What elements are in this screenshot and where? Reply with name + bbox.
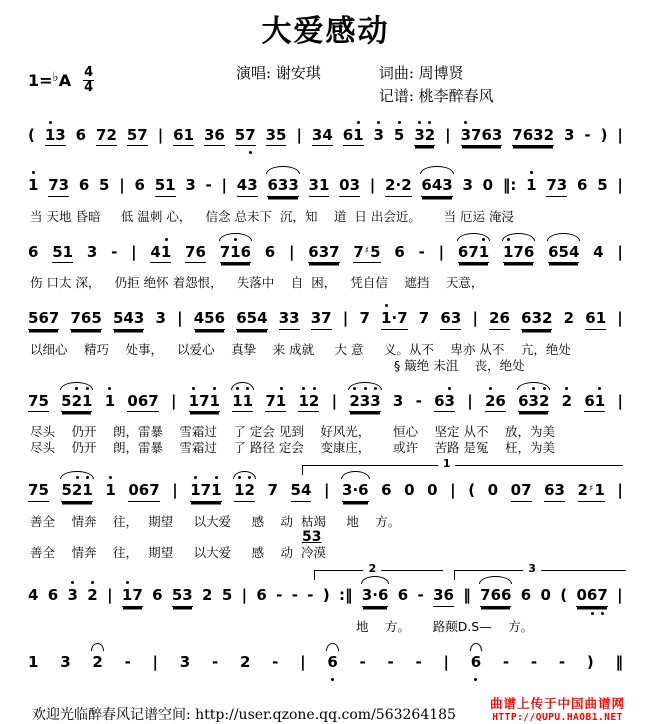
note-token: 57 bbox=[235, 127, 256, 147]
octave-dot-below bbox=[249, 151, 252, 154]
note-token: 6 bbox=[256, 586, 267, 605]
note-token: 2♯1 bbox=[578, 482, 605, 502]
note-token: 71 6 bbox=[220, 244, 251, 264]
note-token: 6 bbox=[152, 586, 163, 605]
music-system bbox=[26, 230, 625, 292]
note-token: 31 bbox=[309, 177, 330, 197]
note-token: - bbox=[387, 652, 394, 671]
music-system bbox=[26, 163, 625, 225]
note-token: 2 bbox=[562, 393, 572, 412]
note-token: - bbox=[417, 586, 424, 605]
note-token: 2 bbox=[202, 586, 213, 605]
ossia-fragment: 53 bbox=[302, 529, 322, 546]
octave-dot-above bbox=[49, 121, 52, 124]
note-token: - bbox=[211, 652, 219, 671]
note-token: 1 bbox=[105, 393, 115, 412]
note-token: 53 bbox=[172, 587, 193, 607]
note-token: 067 bbox=[127, 393, 158, 413]
music-system bbox=[26, 562, 625, 635]
barline: | bbox=[617, 242, 623, 261]
credit-writer: 词曲: 周博贤 bbox=[378, 64, 464, 82]
note-token: 1 76 bbox=[503, 244, 534, 264]
octave-dot-above bbox=[215, 476, 218, 479]
octave-dot-above bbox=[565, 387, 568, 390]
octave-dot-above bbox=[108, 387, 111, 390]
octave-dot-above bbox=[280, 387, 283, 390]
note-token: 3 bbox=[68, 587, 78, 606]
lyrics-line: 善全 情奔 往， 期望 以大爱 感 动 冷漠 bbox=[30, 545, 326, 561]
note-token: 567 bbox=[28, 310, 59, 330]
note-token: 4 bbox=[593, 242, 604, 261]
note-token: 61 bbox=[585, 310, 606, 330]
octave-dot-above bbox=[234, 238, 237, 241]
octave-dot-above bbox=[302, 387, 305, 390]
barline: | bbox=[152, 652, 159, 671]
lyrics-line: 地 方。 路颠D.S— 方。 bbox=[356, 618, 534, 634]
note-token: 1 bbox=[28, 177, 38, 196]
note-token: 6 bbox=[264, 242, 276, 261]
octave-dot-above bbox=[364, 387, 367, 390]
octave-dot-above bbox=[482, 238, 485, 241]
note-token: 6 bbox=[327, 654, 337, 673]
note-token: 6 bbox=[78, 176, 90, 194]
note-token: 41 bbox=[150, 244, 171, 264]
note-token: 0 bbox=[487, 481, 499, 500]
barline: ) bbox=[322, 586, 330, 605]
note-token: 75 bbox=[28, 393, 49, 413]
octave-dot-above bbox=[236, 387, 239, 390]
note-token: - bbox=[272, 652, 279, 671]
note-token: 637 bbox=[308, 244, 339, 264]
octave-dot-above bbox=[530, 171, 533, 174]
note-token: 63 bbox=[440, 310, 461, 330]
octave-dot-above bbox=[86, 476, 89, 479]
note-token: 36 bbox=[433, 587, 454, 607]
octave-dot-above bbox=[213, 387, 216, 390]
lyrics-line: 善全 情奔 往， 期望 以大爱 感 动 枯竭 地 方。 bbox=[30, 514, 401, 530]
barline: | bbox=[170, 391, 177, 410]
note-token: 61 bbox=[584, 393, 605, 413]
music-system bbox=[26, 113, 625, 159]
barline: :‖ bbox=[339, 586, 353, 605]
note-token: 06 7 bbox=[576, 587, 607, 607]
octave-dot-above bbox=[507, 238, 510, 241]
octave-dot-above bbox=[126, 581, 129, 584]
note-token: 33 bbox=[279, 310, 300, 330]
lyrics-line: 伤 口太 深， 仍拒 绝怀 着怨恨， 失落中 自 困， 凭自信 遮挡 天意， bbox=[30, 275, 484, 291]
note-token: 632 bbox=[521, 310, 552, 330]
barline: | bbox=[342, 309, 349, 328]
octave-dot-above bbox=[75, 387, 78, 390]
octave-dot-above bbox=[248, 476, 251, 479]
notation-line bbox=[26, 296, 625, 342]
octave-dot-above bbox=[165, 238, 168, 241]
lyrics-line: 尽头 仍开 朗，雷暴 雪霜过 了 定会 见到 好风光， 恒心 坚定 从不 放，为美 bbox=[30, 424, 555, 440]
barline: | bbox=[443, 652, 449, 671]
octave-dot-above bbox=[353, 387, 356, 390]
note-token: 76 bbox=[185, 244, 206, 264]
barline: | bbox=[221, 176, 228, 194]
note-token: 52 1 bbox=[61, 393, 92, 413]
sheet-music-page bbox=[0, 6, 651, 723]
note-token: 3 bbox=[179, 652, 191, 671]
barline: | bbox=[472, 309, 478, 328]
note-token: 3·6 bbox=[342, 482, 369, 502]
octave-dot-above bbox=[598, 387, 601, 390]
note-token: 7 bbox=[267, 481, 278, 500]
time-bottom: 4 bbox=[84, 79, 94, 95]
note-token: 5 bbox=[99, 176, 110, 194]
barline: | bbox=[289, 242, 295, 261]
note-token: 2 bbox=[563, 309, 575, 328]
music-system bbox=[26, 379, 625, 457]
note-token: - bbox=[418, 242, 425, 261]
note-token: - bbox=[276, 586, 283, 605]
barline: ( bbox=[28, 125, 35, 144]
time-top: 4 bbox=[84, 65, 94, 80]
octave-dot-above bbox=[428, 121, 431, 124]
note-token: 52 1 bbox=[61, 482, 92, 502]
note-token: 1 71 bbox=[189, 393, 220, 413]
note-token: - bbox=[359, 652, 366, 671]
watermark-line1: 曲谱上传于中国曲谱网 bbox=[489, 696, 625, 712]
note-token: 4 bbox=[28, 586, 39, 605]
octave-dot-above bbox=[532, 387, 535, 390]
note-token: 3 bbox=[563, 125, 575, 144]
barline: | bbox=[617, 586, 623, 605]
notation-line bbox=[26, 379, 625, 425]
barline: ‖ bbox=[615, 652, 623, 671]
barline: | bbox=[445, 125, 451, 144]
note-token: 71 bbox=[265, 393, 286, 413]
note-token: 63 bbox=[434, 393, 455, 413]
note-token: - bbox=[307, 586, 314, 605]
watermark-url: HTTP://QUPU.HAOB1.NET bbox=[492, 711, 623, 723]
barline: | bbox=[450, 481, 456, 500]
note-token: 73 bbox=[546, 177, 567, 197]
site-watermark bbox=[490, 696, 625, 724]
octave-dot-above bbox=[76, 476, 79, 479]
lyrics-line: 以细心 精巧 处事， 以爱心 真挚 来 成就 大 意 义。从不 卑亦 从不 亢，绝处 bbox=[30, 341, 571, 357]
octave-dot-above bbox=[357, 121, 360, 124]
note-token: 03 bbox=[339, 177, 360, 197]
note-token: 6 bbox=[394, 242, 405, 261]
note-token: - bbox=[415, 391, 422, 410]
flat-icon: ♭ bbox=[52, 69, 59, 85]
note-token: - bbox=[415, 652, 422, 671]
note-token: 0 bbox=[427, 481, 438, 500]
barline: | bbox=[131, 242, 137, 261]
volta-number: 1 bbox=[438, 458, 456, 469]
octave-dot-above bbox=[374, 387, 377, 390]
note-token: 1 2 bbox=[234, 482, 255, 502]
notation-line bbox=[26, 163, 625, 209]
note-token: 61 bbox=[343, 127, 364, 147]
note-token: 37 bbox=[311, 310, 332, 330]
credit-singer: 演唱: 谢安琪 bbox=[236, 64, 321, 82]
barline: | bbox=[172, 481, 178, 500]
note-token: 63 bbox=[544, 482, 565, 502]
note-token: 6 bbox=[576, 176, 588, 194]
key-label: 1= bbox=[28, 70, 53, 90]
barline: | bbox=[177, 309, 183, 328]
note-token: 51 bbox=[155, 177, 176, 197]
note-token: 643 bbox=[421, 177, 452, 197]
key-note: A bbox=[58, 70, 72, 90]
note-token: 1 71 bbox=[190, 482, 221, 502]
note-token: 456 bbox=[194, 310, 225, 330]
note-token: 1 bbox=[28, 652, 39, 671]
note-token: 2 bbox=[239, 652, 251, 671]
volta-number: 3 bbox=[523, 563, 541, 574]
note-token: 0 bbox=[540, 586, 551, 605]
key-signature bbox=[28, 66, 208, 94]
octave-dot-above bbox=[313, 387, 316, 390]
note-token: - bbox=[124, 652, 131, 671]
note-token: 61 bbox=[173, 127, 194, 147]
note-token: 2 bbox=[92, 652, 103, 671]
music-system bbox=[26, 457, 625, 561]
note-token: 35 bbox=[266, 127, 287, 147]
note-token: 671 bbox=[458, 244, 489, 264]
note-token: 2 3 3 bbox=[349, 393, 380, 413]
note-token: 5 bbox=[221, 586, 233, 605]
note-token: 7 bbox=[359, 309, 370, 328]
note-token: 6 bbox=[28, 242, 39, 261]
barline: | bbox=[296, 125, 302, 144]
note-token: 633 bbox=[267, 177, 298, 197]
note-token: 57 bbox=[127, 127, 148, 147]
note-token: 43 bbox=[237, 177, 258, 197]
octave-dot-above bbox=[543, 387, 546, 390]
note-token: 1 2 bbox=[298, 393, 319, 413]
note-token: 1 ·7 bbox=[381, 310, 408, 330]
barline: | bbox=[617, 125, 623, 144]
octave-dot-above bbox=[464, 121, 467, 124]
barline: | bbox=[107, 586, 113, 605]
octave-dot-above bbox=[86, 387, 89, 390]
barline: | bbox=[617, 176, 623, 194]
volta-bracket bbox=[454, 562, 626, 580]
barline: | bbox=[119, 176, 125, 194]
octave-dot-above bbox=[91, 581, 94, 584]
barline: ) bbox=[600, 125, 608, 144]
barline: | bbox=[157, 125, 164, 144]
music-system bbox=[26, 640, 625, 685]
time-signature bbox=[83, 66, 94, 94]
note-token: 73 bbox=[48, 177, 69, 197]
lyrics-line: § 簸绝 未沮 丧，绝处 bbox=[394, 357, 525, 373]
footer bbox=[32, 696, 625, 724]
barline: ( bbox=[560, 586, 568, 605]
octave-dot-above bbox=[192, 387, 195, 390]
octave-dot-above bbox=[246, 387, 249, 390]
octave-dot-above bbox=[489, 387, 492, 390]
footer-note: 欢迎光临醉春风记谱空间: http://user.qzone.qq.com/563264185 bbox=[32, 706, 456, 723]
note-token: - bbox=[291, 586, 298, 605]
barline: ‖: bbox=[502, 176, 517, 194]
note-token: 766 bbox=[480, 587, 511, 607]
note-token: 654 bbox=[236, 310, 267, 330]
barline: ) bbox=[586, 652, 594, 671]
note-token: 6 bbox=[381, 481, 392, 500]
octave-dot-above bbox=[398, 121, 401, 124]
sharp-icon: ♯ bbox=[588, 484, 594, 495]
note-token: 6 bbox=[397, 586, 409, 605]
note-token: 2·2 bbox=[385, 177, 412, 197]
barline: | bbox=[438, 242, 445, 261]
note-token: 6 bbox=[134, 176, 145, 194]
octave-dot-below bbox=[591, 612, 594, 615]
notation-line bbox=[26, 230, 625, 276]
note-token: 3 bbox=[86, 242, 98, 261]
barline: | bbox=[467, 391, 473, 410]
note-token: 6 bbox=[47, 586, 59, 605]
barline: | bbox=[300, 652, 306, 671]
note-token: - bbox=[205, 176, 212, 194]
credit-column bbox=[379, 62, 494, 109]
note-token: 0 bbox=[482, 176, 494, 194]
note-token: 34 bbox=[312, 127, 333, 147]
sharp-icon: ♯ bbox=[364, 245, 370, 256]
note-token: - bbox=[530, 652, 538, 671]
score-header bbox=[28, 52, 623, 109]
note-token: - bbox=[502, 652, 510, 671]
score-body bbox=[26, 113, 625, 685]
note-token: 1 bbox=[105, 482, 115, 501]
barline: | bbox=[617, 391, 623, 410]
note-token: 1 1 bbox=[232, 393, 253, 413]
note-token: 1 3 bbox=[45, 127, 66, 147]
octave-dot-above bbox=[32, 171, 35, 174]
octave-dot-below bbox=[601, 612, 604, 615]
note-token: 3 763 bbox=[461, 127, 503, 147]
note-token: - bbox=[558, 652, 566, 671]
credits bbox=[208, 62, 623, 109]
note-token: 067 bbox=[128, 482, 159, 502]
note-token: 3 bbox=[155, 309, 166, 328]
lyrics-line: 当 天地 昏暗 低 温刺 心， 信念 总未下 沉，知 道 日 出会近。 当 厄运 淹浸 bbox=[30, 208, 515, 224]
barline: | bbox=[323, 481, 330, 500]
note-token: 72 bbox=[96, 127, 117, 147]
barline: | bbox=[331, 391, 338, 410]
note-token: 51 bbox=[52, 244, 73, 264]
note-token: 0 bbox=[404, 481, 415, 500]
lyrics-line: 尽头 仍开 朗，雷暴 雪霜过 了 路径 定会 变康庄， 或许 苦路 是冤 枉，为美 bbox=[30, 440, 555, 456]
note-token: 3·6 bbox=[362, 587, 389, 607]
note-token: 54 bbox=[291, 482, 312, 502]
octave-dot-above bbox=[109, 476, 112, 479]
volta-number: 2 bbox=[364, 563, 382, 574]
note-token: 36 bbox=[204, 127, 225, 147]
note-token: 07 bbox=[511, 482, 532, 502]
barline: | bbox=[241, 586, 248, 605]
note-token: 5 bbox=[597, 176, 608, 194]
note-token: 3 bbox=[185, 176, 196, 194]
note-token: 3 bbox=[462, 176, 473, 194]
barline: | bbox=[617, 309, 623, 328]
octave-dot-above bbox=[238, 476, 241, 479]
song-title: 大爱感动 bbox=[261, 14, 390, 49]
barline: ( bbox=[468, 481, 476, 500]
note-token: 5 bbox=[394, 127, 404, 146]
octave-dot-above bbox=[448, 387, 451, 390]
barline: | bbox=[617, 481, 623, 500]
octave-dot-below bbox=[474, 678, 477, 681]
notation-line bbox=[26, 113, 625, 159]
note-token: - bbox=[111, 242, 118, 261]
octave-dot-above bbox=[377, 121, 380, 124]
note-token: - bbox=[584, 125, 591, 144]
note-token: 75 bbox=[28, 482, 49, 502]
note-token: 26 bbox=[489, 310, 510, 330]
note-token: 3 bbox=[60, 652, 71, 671]
note-token: 1 bbox=[526, 177, 536, 196]
note-token: 63 2 bbox=[518, 393, 549, 413]
notation-line bbox=[26, 640, 625, 685]
music-system bbox=[26, 296, 625, 374]
credit-transcriber: 记谱: 桃李醉春风 bbox=[378, 87, 494, 106]
octave-dot-below bbox=[331, 678, 334, 681]
note-token: 2 6 bbox=[485, 393, 506, 413]
note-token: 765 bbox=[70, 310, 101, 330]
note-token: 654 bbox=[548, 244, 579, 264]
note-token: 543 bbox=[113, 310, 144, 330]
barline: ‖ bbox=[463, 586, 471, 605]
note-token: 1 7 bbox=[122, 587, 143, 607]
octave-dot-above bbox=[418, 121, 421, 124]
note-token: 3 2 bbox=[414, 127, 435, 147]
barline: | bbox=[369, 176, 376, 194]
note-token: 6 bbox=[471, 654, 481, 673]
octave-dot-above bbox=[194, 476, 197, 479]
note-token: 7 bbox=[418, 309, 430, 328]
note-token: 7♯5 bbox=[353, 244, 380, 264]
octave-dot-above bbox=[385, 304, 388, 307]
note-token: 6 bbox=[520, 586, 532, 605]
note-token: 7632 bbox=[512, 127, 554, 147]
note-token: 6 bbox=[75, 125, 87, 144]
note-token: 3 bbox=[392, 391, 404, 410]
octave-dot-above bbox=[71, 581, 74, 584]
note-token: 2 bbox=[87, 587, 97, 606]
note-token: 3 bbox=[374, 127, 384, 146]
